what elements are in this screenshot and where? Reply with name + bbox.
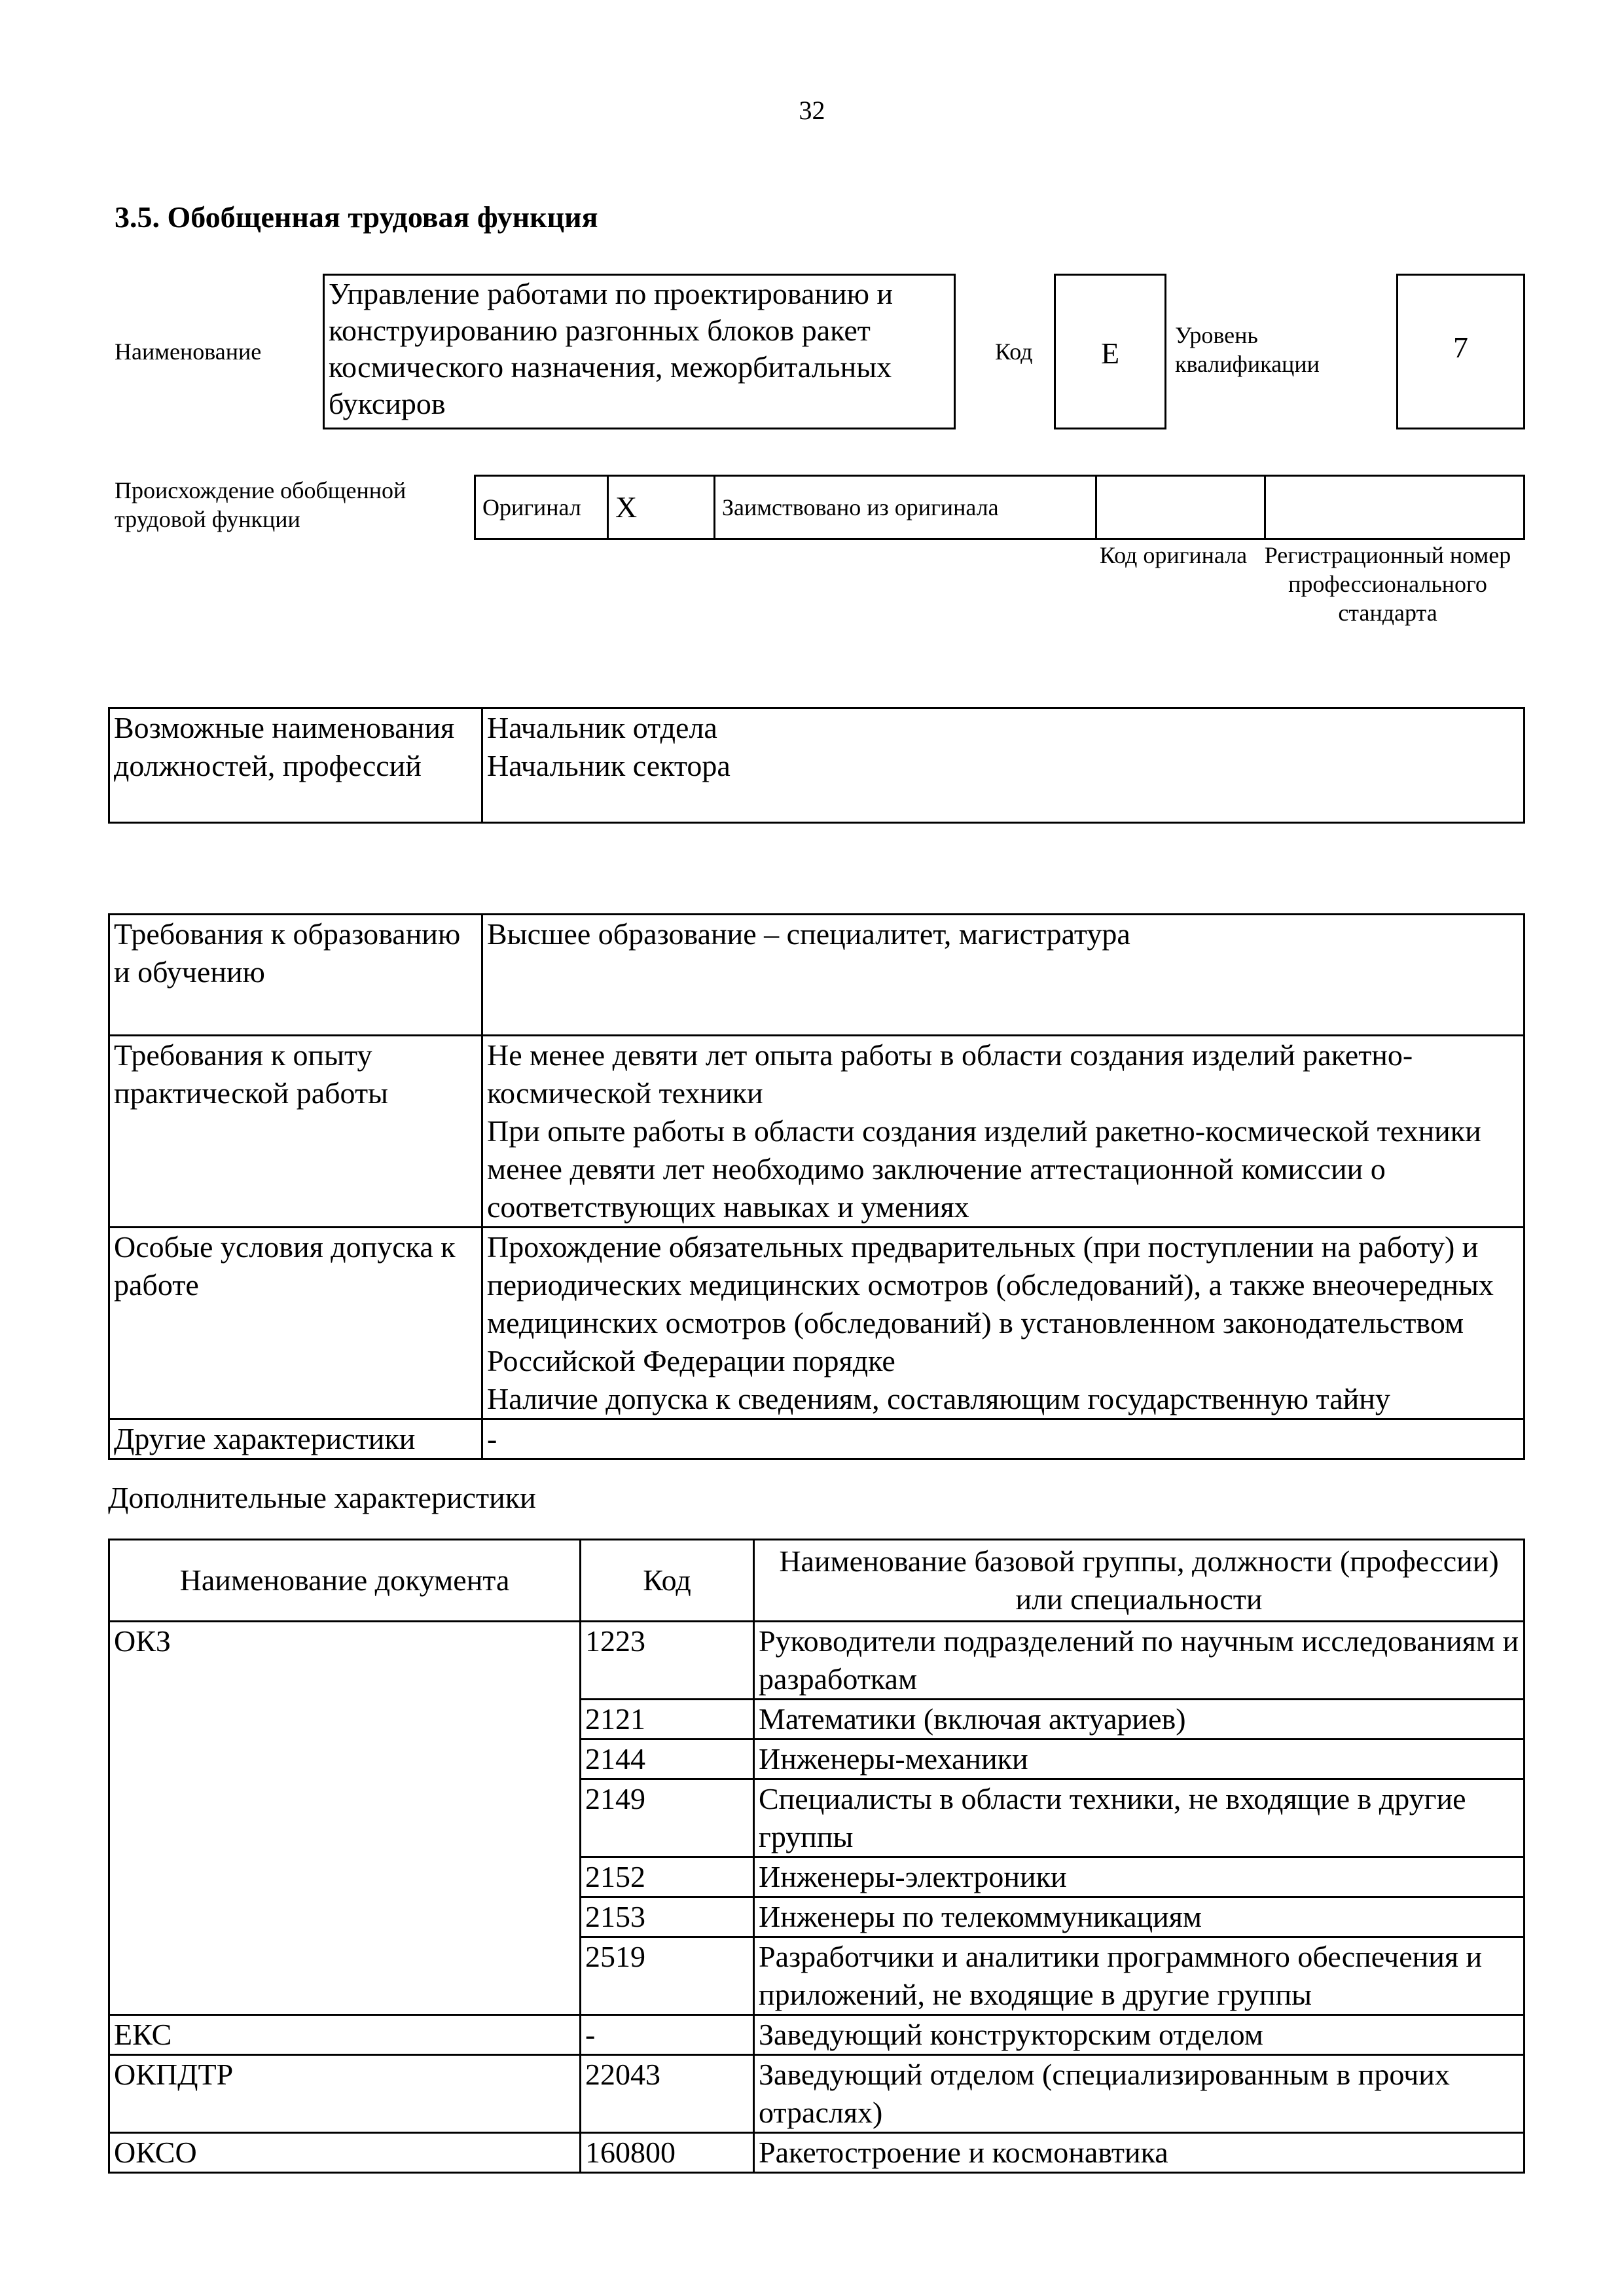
header-doc: Наименование документа xyxy=(109,1540,581,1622)
code-label: Код xyxy=(995,338,1033,365)
group-cell: Разработчики и аналитики программного обеспечения и приложений, не входящие в другие группы xyxy=(754,1937,1525,2015)
group-cell: Инженеры-электроники xyxy=(754,1857,1525,1897)
req-label: Другие характеристики xyxy=(109,1419,482,1459)
level-label: Уровень квалификации xyxy=(1175,322,1320,377)
section-heading: 3.5. Обобщенная трудовая функция xyxy=(115,200,598,234)
req-value: Высшее образование – специалитет, магистратура xyxy=(482,915,1525,1036)
doc-cell: ОКПДТР xyxy=(109,2055,581,2133)
origin-borrowed: Заимствовано из оригинала xyxy=(715,476,1096,539)
req-label: Требования к опыту практической работы xyxy=(109,1036,482,1228)
page-number: 32 xyxy=(799,96,825,125)
req-value: Наличие допуска к сведениям, составляющим государственную тайну xyxy=(487,1382,1390,1415)
group-cell: Ракетостроение и космонавтика xyxy=(754,2133,1525,2173)
reg-caption: Регистрационный номер профессионального стандарта xyxy=(1264,542,1511,626)
origin-reg-number xyxy=(1265,476,1525,539)
code-cell: 2144 xyxy=(581,1740,754,1779)
positions-label: Возможные наименования должностей, профессий xyxy=(109,708,482,823)
position-item: Начальник сектора xyxy=(487,749,731,782)
code-cell: 1223 xyxy=(581,1622,754,1700)
additional-table xyxy=(108,1539,1525,2174)
origin-mark: X xyxy=(608,476,715,539)
code-caption: Код оригинала xyxy=(1099,542,1248,568)
group-cell: Заведующий конструкторским отделом xyxy=(754,2015,1525,2055)
group-cell: Математики (включая актуариев) xyxy=(754,1700,1525,1740)
req-value: Не менее девяти лет опыта работы в области создания изделий ракетно-космической техники xyxy=(487,1038,1413,1110)
code-cell: 160800 xyxy=(581,2133,754,2173)
position-item: Начальник отдела xyxy=(487,711,717,744)
code-cell: 2153 xyxy=(581,1897,754,1937)
name-label: Наименование xyxy=(115,338,262,365)
code-cell: 2121 xyxy=(581,1700,754,1740)
code-cell: 2152 xyxy=(581,1857,754,1897)
origin-label: Происхождение обобщенной трудовой функции xyxy=(115,477,406,532)
code-cell: 2519 xyxy=(581,1937,754,2015)
group-cell: Руководители подразделений по научным исследованиям и разработкам xyxy=(754,1622,1525,1700)
group-cell: Заведующий отделом (специализированным в прочих отраслях) xyxy=(754,2055,1525,2133)
positions-table xyxy=(108,707,1525,824)
req-label: Требования к образованию и обучению xyxy=(109,915,482,1036)
doc-cell: ЕКС xyxy=(109,2015,581,2055)
code-cell: 22043 xyxy=(581,2055,754,2133)
header-code: Код xyxy=(581,1540,754,1622)
name-value: Управление работами по проектированию и конструированию разгонных блоков ракет космического назначения, межорбитальных буксиров xyxy=(323,274,956,429)
doc-okz: ОКЗ xyxy=(109,1622,581,2015)
code-cell: 2149 xyxy=(581,1779,754,1857)
doc-cell: ОКСО xyxy=(109,2133,581,2173)
level-value: 7 xyxy=(1396,274,1525,429)
origin-original: Оригинал xyxy=(475,476,608,539)
group-cell: Инженеры-механики xyxy=(754,1740,1525,1779)
requirements-table xyxy=(108,913,1525,1460)
group-cell: Специалисты в области техники, не входящие в другие группы xyxy=(754,1779,1525,1857)
req-label: Особые условия допуска к работе xyxy=(109,1228,482,1419)
group-cell: Инженеры по телекоммуникациям xyxy=(754,1897,1525,1937)
additional-title: Дополнительные характеристики xyxy=(108,1481,536,1514)
req-value: Прохождение обязательных предварительных (при поступлении на работу) и периодических медицинских осмотров (обследований), а также внеочередных медицинских осмотров (обследований) в установленном законодательством Российской Федерации порядке xyxy=(487,1230,1494,1377)
code-cell: - xyxy=(581,2015,754,2055)
code-value: E xyxy=(1054,274,1166,429)
origin-table xyxy=(474,475,1525,540)
req-value: При опыте работы в области создания изделий ракетно-космической техники менее девяти лет необходимо заключение аттестационной комиссии о соответствующих навыках и умениях xyxy=(487,1114,1481,1224)
req-value: - xyxy=(482,1419,1525,1459)
origin-code xyxy=(1096,476,1265,539)
header-group: Наименование базовой группы, должности (профессии) или специальности xyxy=(754,1540,1525,1622)
